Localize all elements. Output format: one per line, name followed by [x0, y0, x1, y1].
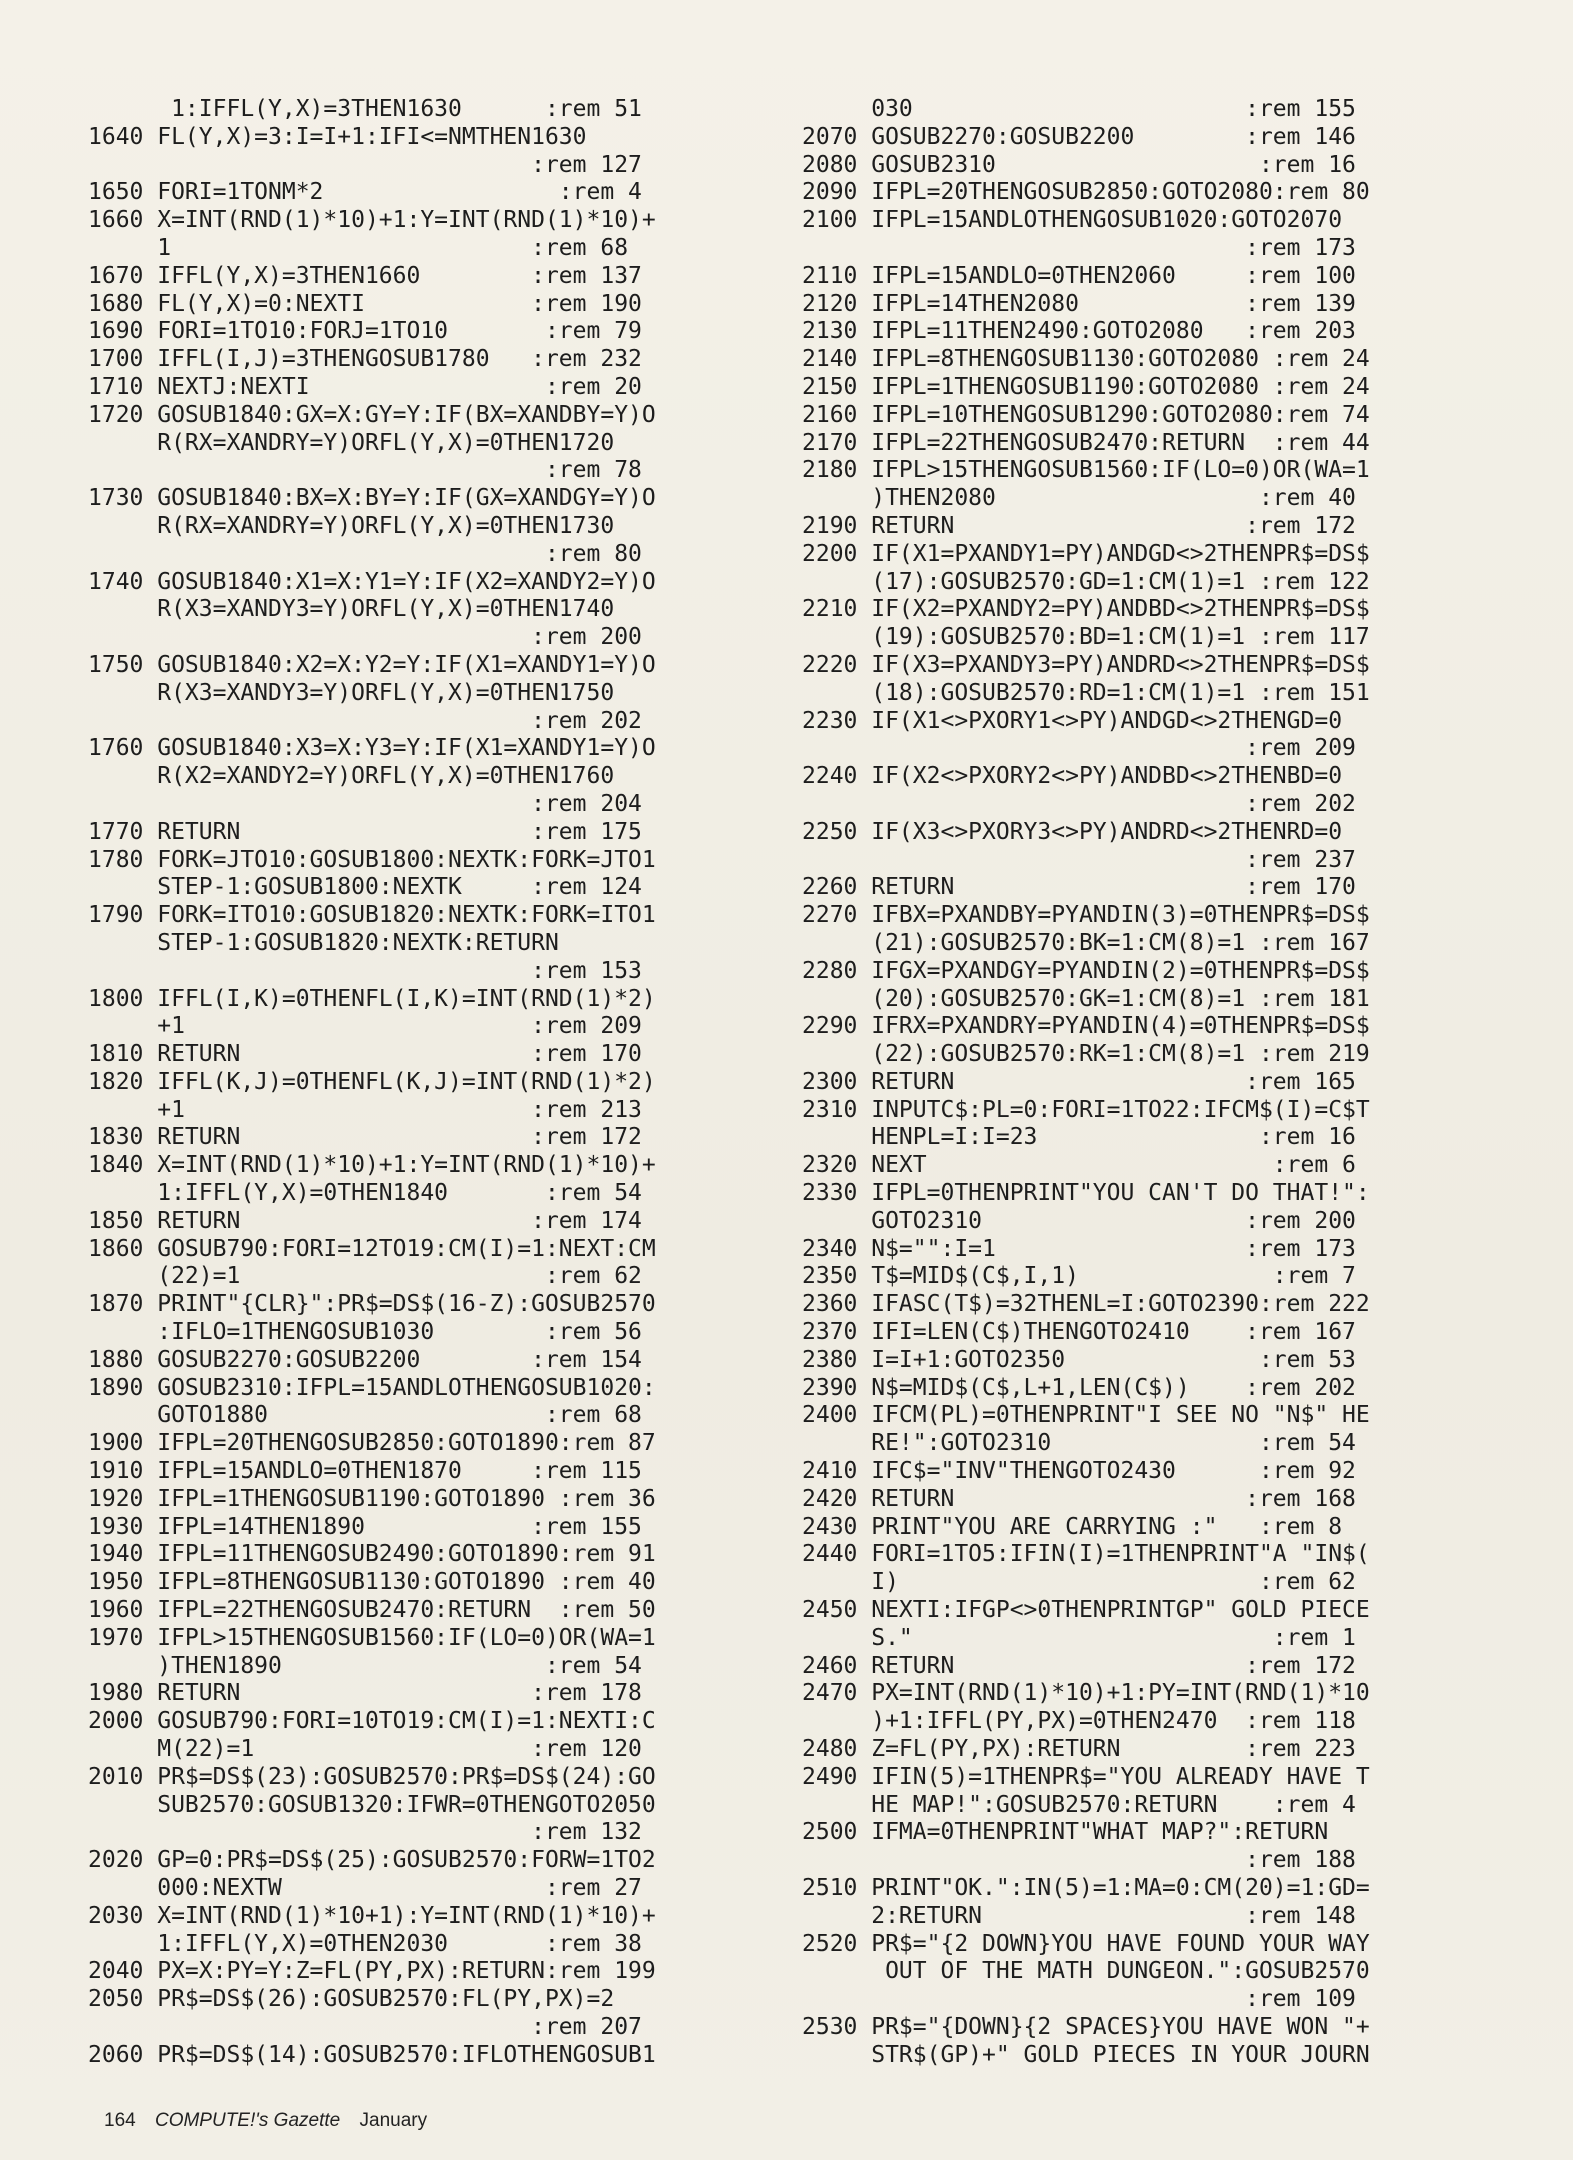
code-line: 2440 FORI=1TO5:IFIN(I)=1THENPRINT"A "IN$(: [802, 1541, 1370, 1568]
code-line: :rem 202: [88, 707, 642, 734]
code-line: 2070 GOSUB2270:GOSUB2200 :rem 146: [802, 123, 1356, 150]
code-line: 2150 IFPL=1THENGOSUB1190:GOTO2080 :rem 24: [802, 373, 1370, 400]
code-line: 1880 GOSUB2270:GOSUB2200 :rem 154: [88, 1346, 642, 1373]
code-line: 1870 PRINT"{CLR}":PR$=DS$(16-Z):GOSUB2570: [88, 1291, 656, 1318]
code-line: OUT OF THE MATH DUNGEON.":GOSUB2570: [802, 1958, 1370, 1985]
code-line: 2040 PX=X:PY=Y:Z=FL(PY,PX):RETURN:rem 199: [88, 1958, 656, 1985]
code-line: 1:IFFL(Y,X)=0THEN1840 :rem 54: [88, 1180, 642, 1207]
code-line: 1810 RETURN :rem 170: [88, 1041, 642, 1068]
code-line: 2510 PRINT"OK.":IN(5)=1:MA=0:CM(20)=1:GD=: [802, 1875, 1370, 1901]
code-line: 2160 IFPL=10THENGOSUB1290:GOTO2080:rem 74: [802, 401, 1370, 428]
code-line: 1 :rem 68: [88, 234, 629, 261]
code-line: R(X3=XANDY3=Y)ORFL(Y,X)=0THEN1740: [88, 596, 615, 623]
code-line: STEP-1:GOSUB1820:NEXTK:RETURN: [88, 929, 559, 956]
code-line: 2380 I=I+1:GOTO2350 :rem 53: [802, 1346, 1356, 1373]
code-line: 2110 IFPL=15ANDLO=0THEN2060 :rem 100: [802, 262, 1356, 289]
code-line: 2190 RETURN :rem 172: [802, 512, 1356, 539]
code-line: R(RX=XANDRY=Y)ORFL(Y,X)=0THEN1720: [88, 429, 615, 456]
code-line: 1740 GOSUB1840:X1=X:Y1=Y:IF(X2=XANDY2=Y)O: [88, 568, 656, 595]
code-line: 2410 IFC$="INV"THENGOTO2430 :rem 92: [802, 1458, 1356, 1485]
code-line: 2100 IFPL=15ANDLOTHENGOSUB1020:GOTO2070: [802, 207, 1343, 234]
code-line: STEP-1:GOSUB1800:NEXTK :rem 124: [88, 874, 642, 901]
code-line: 2030 X=INT(RND(1)*10+1):Y=INT(RND(1)*10)+: [88, 1902, 656, 1929]
page-footer: [104, 2110, 427, 2132]
code-line: 1690 FORI=1TO10:FORJ=1TO10 :rem 79: [88, 318, 642, 345]
code-line: :rem 204: [88, 790, 642, 817]
code-line: (22):GOSUB2570:RK=1:CM(8)=1 :rem 219: [802, 1041, 1370, 1068]
page-number: 164: [104, 2110, 136, 2131]
code-line: 1670 IFFL(Y,X)=3THEN1660 :rem 137: [88, 262, 642, 289]
code-line: 2520 PR$="{2 DOWN}YOU HAVE FOUND YOUR WAY: [802, 1930, 1370, 1957]
code-line: :rem 237: [802, 846, 1356, 873]
code-line: 2180 IFPL>15THENGOSUB1560:IF(LO=0)OR(WA=1: [802, 457, 1370, 484]
code-line: 2460 RETURN :rem 172: [802, 1652, 1356, 1679]
code-line: :rem 209: [802, 735, 1356, 762]
code-line: 1720 GOSUB1840:GX=X:GY=Y:IF(BX=XANDBY=Y)O: [88, 401, 656, 428]
listing-column-right: [802, 96, 1478, 2070]
code-line: (19):GOSUB2570:BD=1:CM(1)=1 :rem 117: [802, 624, 1370, 651]
code-line: 1710 NEXTJ:NEXTI :rem 20: [88, 373, 642, 400]
code-line: 1680 FL(Y,X)=0:NEXTI :rem 190: [88, 290, 642, 317]
code-line: 2130 IFPL=11THEN2490:GOTO2080 :rem 203: [802, 318, 1356, 345]
code-line: HENPL=I:I=23 :rem 16: [802, 1124, 1356, 1151]
code-line: 2010 PR$=DS$(23):GOSUB2570:PR$=DS$(24):GO: [88, 1763, 656, 1790]
code-line: 1910 IFPL=15ANDLO=0THEN1870 :rem 115: [88, 1458, 642, 1485]
code-line: 2400 IFCM(PL)=0THENPRINT"I SEE NO "N$" HE: [802, 1402, 1370, 1429]
code-line: 2250 IF(X3<>PXORY3<>PY)ANDRD<>2THENRD=0: [802, 818, 1343, 845]
code-line: 2360 IFASC(T$)=32THENL=I:GOTO2390:rem 222: [802, 1291, 1370, 1318]
code-line: 1890 GOSUB2310:IFPL=15ANDLOTHENGOSUB1020:: [88, 1374, 656, 1401]
code-line: 2290 IFRX=PXANDRY=PYANDIN(4)=0THENPR$=DS$: [802, 1013, 1370, 1040]
code-line: :rem 153: [88, 957, 642, 984]
code-line: 1920 IFPL=1THENGOSUB1190:GOTO1890 :rem 36: [88, 1485, 656, 1512]
code-line: 2240 IF(X2<>PXORY2<>PY)ANDBD<>2THENBD=0: [802, 763, 1343, 790]
code-line: HE MAP!":GOSUB2570:RETURN :rem 4: [802, 1791, 1356, 1818]
code-line: 2230 IF(X1<>PXORY1<>PY)ANDGD<>2THENGD=0: [802, 707, 1343, 734]
code-line: 2:RETURN :rem 148: [802, 1902, 1356, 1929]
code-line: 2480 Z=FL(PY,PX):RETURN :rem 223: [802, 1736, 1356, 1763]
code-line: )THEN2080 :rem 40: [802, 485, 1356, 512]
code-line: )THEN1890 :rem 54: [88, 1652, 642, 1679]
code-line: 1760 GOSUB1840:X3=X:Y3=Y:IF(X1=XANDY1=Y)O: [88, 735, 656, 762]
code-line: 000:NEXTW :rem 27: [88, 1875, 642, 1901]
code-line: GOTO1880 :rem 68: [88, 1402, 642, 1429]
code-line: R(X2=XANDY2=Y)ORFL(Y,X)=0THEN1760: [88, 763, 615, 790]
code-line: 2120 IFPL=14THEN2080 :rem 139: [802, 290, 1356, 317]
code-line: 1730 GOSUB1840:BX=X:BY=Y:IF(GX=XANDGY=Y)O: [88, 485, 656, 512]
code-line: 2220 IF(X3=PXANDY3=PY)ANDRD<>2THENPR$=DS$: [802, 651, 1370, 678]
code-line: :rem 202: [802, 790, 1356, 817]
code-line: 030 :rem 155: [802, 96, 1356, 122]
code-line: 2330 IFPL=0THENPRINT"YOU CAN'T DO THAT!":: [802, 1180, 1370, 1207]
code-line: :rem 173: [802, 234, 1356, 261]
code-line: 1980 RETURN :rem 178: [88, 1680, 642, 1707]
code-line: 2490 IFIN(5)=1THENPR$="YOU ALREADY HAVE T: [802, 1763, 1370, 1790]
code-line: 2270 IFBX=PXANDBY=PYANDIN(3)=0THENPR$=DS$: [802, 902, 1370, 929]
code-line: :rem 207: [88, 2013, 642, 2040]
code-line: :rem 200: [88, 624, 642, 651]
code-line: (20):GOSUB2570:GK=1:CM(8)=1 :rem 181: [802, 985, 1370, 1012]
magazine-title: COMPUTE!'s Gazette: [154, 2110, 341, 2131]
issue-month: January: [359, 2110, 428, 2131]
code-line: 2370 IFI=LEN(C$)THENGOTO2410 :rem 167: [802, 1319, 1356, 1346]
code-line: 1770 RETURN :rem 175: [88, 818, 642, 845]
code-line: 2200 IF(X1=PXANDY1=PY)ANDGD<>2THENPR$=DS$: [802, 540, 1370, 567]
code-line: +1 :rem 213: [88, 1096, 642, 1123]
code-line: :rem 188: [802, 1847, 1356, 1874]
code-line: 1830 RETURN :rem 172: [88, 1124, 642, 1151]
code-line: :rem 109: [802, 1986, 1356, 2013]
code-line: R(RX=XANDRY=Y)ORFL(Y,X)=0THEN1730: [88, 512, 615, 539]
code-line: GOTO2310 :rem 200: [802, 1207, 1356, 1234]
code-line: 2470 PX=INT(RND(1)*10)+1:PY=INT(RND(1)*10: [802, 1680, 1370, 1707]
code-line: 2090 IFPL=20THENGOSUB2850:GOTO2080:rem 80: [802, 179, 1370, 206]
code-line: 2170 IFPL=22THENGOSUB2470:RETURN :rem 44: [802, 429, 1370, 456]
code-line: :rem 78: [88, 457, 642, 484]
code-line: 2390 N$=MID$(C$,L+1,LEN(C$)) :rem 202: [802, 1374, 1356, 1401]
code-line: 1970 IFPL>15THENGOSUB1560:IF(LO=0)OR(WA=1: [88, 1624, 656, 1651]
code-line: 2320 NEXT :rem 6: [802, 1152, 1356, 1179]
code-line: 1800 IFFL(I,K)=0THENFL(I,K)=INT(RND(1)*2): [88, 985, 656, 1012]
listing-column-left: [88, 96, 768, 2070]
code-line: 2260 RETURN :rem 170: [802, 874, 1356, 901]
code-line: 2000 GOSUB790:FORI=10TO19:CM(I)=1:NEXTI:C: [88, 1708, 656, 1735]
code-line: 2450 NEXTI:IFGP<>0THENPRINTGP" GOLD PIECE: [802, 1597, 1370, 1624]
code-line: 1930 IFPL=14THEN1890 :rem 155: [88, 1513, 642, 1540]
code-line: :IFLO=1THENGOSUB1030 :rem 56: [88, 1319, 642, 1346]
code-line: I) :rem 62: [802, 1569, 1356, 1596]
code-line: +1 :rem 209: [88, 1013, 642, 1040]
code-line: M(22)=1 :rem 120: [88, 1736, 642, 1763]
code-line: 1700 IFFL(I,J)=3THENGOSUB1780 :rem 232: [88, 346, 642, 373]
code-line: 2350 T$=MID$(C$,I,1) :rem 7: [802, 1263, 1356, 1290]
code-line: (21):GOSUB2570:BK=1:CM(8)=1 :rem 167: [802, 929, 1370, 956]
code-line: 2420 RETURN :rem 168: [802, 1485, 1356, 1512]
code-line: 1640 FL(Y,X)=3:I=I+1:IFI<=NMTHEN1630: [88, 123, 587, 150]
code-line: 2210 IF(X2=PXANDY2=PY)ANDBD<>2THENPR$=DS$: [802, 596, 1370, 623]
code-line: 2140 IFPL=8THENGOSUB1130:GOTO2080 :rem 24: [802, 346, 1370, 373]
code-line: 1790 FORK=ITO10:GOSUB1820:NEXTK:FORK=ITO1: [88, 902, 656, 929]
code-line: 2430 PRINT"YOU ARE CARRYING :" :rem 8: [802, 1513, 1343, 1540]
code-line: 2500 IFMA=0THENPRINT"WHAT MAP?":RETURN: [802, 1819, 1329, 1846]
code-line: 1:IFFL(Y,X)=0THEN2030 :rem 38: [88, 1930, 642, 1957]
code-line: 1900 IFPL=20THENGOSUB2850:GOTO1890:rem 87: [88, 1430, 656, 1457]
code-line: 1960 IFPL=22THENGOSUB2470:RETURN :rem 50: [88, 1597, 656, 1624]
code-line: 1820 IFFL(K,J)=0THENFL(K,J)=INT(RND(1)*2): [88, 1068, 656, 1095]
code-line: 1650 FORI=1TONM*2 :rem 4: [88, 179, 642, 206]
code-line: 2050 PR$=DS$(26):GOSUB2570:FL(PY,PX)=2: [88, 1986, 615, 2013]
code-line: 2020 GP=0:PR$=DS$(25):GOSUB2570:FORW=1TO2: [88, 1847, 656, 1874]
code-line: )+1:IFFL(PY,PX)=0THEN2470 :rem 118: [802, 1708, 1356, 1735]
code-line: SUB2570:GOSUB1320:IFWR=0THENGOTO2050: [88, 1791, 656, 1818]
code-line: 1780 FORK=JTO10:GOSUB1800:NEXTK:FORK=JTO1: [88, 846, 656, 873]
code-line: 1840 X=INT(RND(1)*10)+1:Y=INT(RND(1)*10)+: [88, 1152, 656, 1179]
code-line: 2340 N$="":I=1 :rem 173: [802, 1235, 1356, 1262]
code-line: :rem 80: [88, 540, 642, 567]
code-line: 1860 GOSUB790:FORI=12TO19:CM(I)=1:NEXT:CM: [88, 1235, 656, 1262]
code-line: 1940 IFPL=11THENGOSUB2490:GOTO1890:rem 91: [88, 1541, 656, 1568]
code-line: (18):GOSUB2570:RD=1:CM(1)=1 :rem 151: [802, 679, 1370, 706]
code-line: 2310 INPUTC$:PL=0:FORI=1TO22:IFCM$(I)=C$T: [802, 1096, 1370, 1123]
code-line: 1850 RETURN :rem 174: [88, 1207, 642, 1234]
code-line: 2080 GOSUB2310 :rem 16: [802, 151, 1356, 178]
code-line: 1750 GOSUB1840:X2=X:Y2=Y:IF(X1=XANDY1=Y)O: [88, 651, 656, 678]
code-line: 2300 RETURN :rem 165: [802, 1068, 1356, 1095]
code-line: (17):GOSUB2570:GD=1:CM(1)=1 :rem 122: [802, 568, 1370, 595]
code-line: 1:IFFL(Y,X)=3THEN1630 :rem 51: [88, 96, 642, 122]
code-line: 2280 IFGX=PXANDGY=PYANDIN(2)=0THENPR$=DS$: [802, 957, 1370, 984]
code-line: (22)=1 :rem 62: [88, 1263, 642, 1290]
code-line: 1660 X=INT(RND(1)*10)+1:Y=INT(RND(1)*10)+: [88, 207, 656, 234]
code-line: 1950 IFPL=8THENGOSUB1130:GOTO1890 :rem 40: [88, 1569, 656, 1596]
code-line: STR$(GP)+" GOLD PIECES IN YOUR JOURN: [802, 2041, 1370, 2068]
code-line: :rem 132: [88, 1819, 642, 1846]
code-line: R(X3=XANDY3=Y)ORFL(Y,X)=0THEN1750: [88, 679, 615, 706]
code-line: 2060 PR$=DS$(14):GOSUB2570:IFLOTHENGOSUB1: [88, 2041, 656, 2068]
code-line: 2530 PR$="{DOWN}{2 SPACES}YOU HAVE WON "+: [802, 2013, 1370, 2040]
code-line: RE!":GOTO2310 :rem 54: [802, 1430, 1356, 1457]
code-line: :rem 127: [88, 151, 642, 178]
code-line: S." :rem 1: [802, 1624, 1356, 1651]
